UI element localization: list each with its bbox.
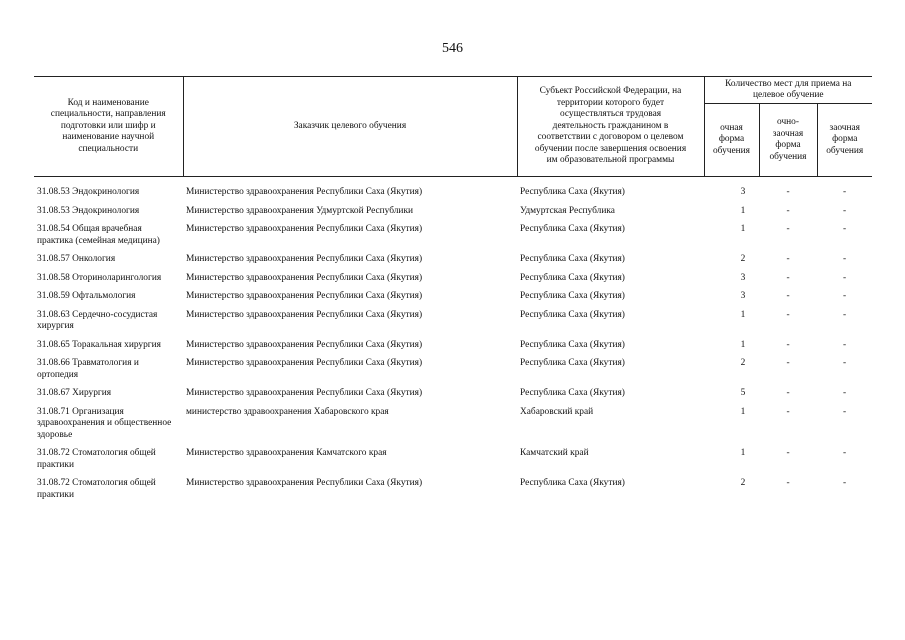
cell-part-time: -: [786, 358, 790, 368]
cell-subject: Республика Саха (Якутия): [520, 358, 625, 368]
cell-specialty: 31.08.71 Организация здравоохранения и общественное здоровье: [37, 406, 172, 440]
table-row: [34, 405, 872, 447]
table-row: [34, 271, 872, 290]
cell-correspondence: -: [842, 339, 847, 350]
table-row: [34, 476, 872, 506]
cell-correspondence: -: [842, 272, 847, 283]
cell-correspondence: -: [842, 358, 847, 368]
cell-subject: Удмуртская Республика: [520, 205, 615, 216]
cell-subject: Республика Саха (Якутия): [520, 224, 625, 234]
cell-subject: Республика Саха (Якутия): [520, 254, 625, 264]
cell-correspondence: -: [842, 406, 847, 417]
cell-correspondence: -: [842, 478, 847, 488]
cell-specialty: 31.08.65 Торакальная хирургия: [37, 339, 161, 350]
cell-subject: Хабаровский край: [520, 406, 594, 417]
cell-specialty: 31.08.58 Оториноларингология: [37, 272, 162, 283]
cell-part-time: -: [786, 224, 790, 234]
cell-full-time: 2: [740, 254, 746, 264]
cell-full-time: 1: [740, 224, 746, 234]
table-row: [34, 185, 872, 204]
header-subject: Субъект Российской Федерации, на территории которого будет осуществляться трудовая деятельность гражданином в соответствии с договором о целевом обучении после завершения освоения им образовательной программы: [517, 77, 704, 177]
cell-subject: Камчатский край: [520, 448, 589, 458]
table-row: [34, 252, 872, 271]
cell-part-time: -: [786, 187, 790, 197]
header-code-name: Код и наименование специальности, направления подготовки или шифр и наименование научной специальности: [34, 77, 183, 177]
cell-correspondence: -: [842, 205, 847, 216]
cell-specialty: 31.08.66 Травматология и ортопедия: [37, 358, 139, 380]
cell-correspondence: -: [842, 187, 847, 197]
table-row: [34, 204, 872, 223]
cell-customer: министерство здравоохранения Хабаровского края: [186, 406, 389, 417]
cell-part-time: -: [786, 448, 790, 458]
cell-full-time: 1: [740, 309, 746, 320]
cell-specialty: 31.08.53 Эндокринология: [37, 205, 140, 216]
header-customer: Заказчик целевого обучения: [183, 77, 517, 177]
cell-customer: Министерство здравоохранения Республики Саха (Якутия): [186, 187, 423, 197]
cell-subject: Республика Саха (Якутия): [520, 339, 625, 350]
cell-part-time: -: [786, 254, 790, 264]
cell-correspondence: -: [842, 309, 847, 320]
table-row: [34, 356, 872, 386]
cell-customer: Министерство здравоохранения Республики Саха (Якутия): [186, 254, 423, 264]
cell-customer: Министерство здравоохранения Республики Саха (Якутия): [186, 291, 423, 301]
target-training-table: [34, 76, 872, 506]
cell-subject: Республика Саха (Якутия): [520, 478, 625, 488]
cell-full-time: 1: [740, 406, 746, 417]
cell-subject: Республика Саха (Якутия): [520, 291, 625, 301]
table-row: [34, 446, 872, 476]
cell-part-time: -: [786, 272, 790, 283]
table-row: [34, 386, 872, 405]
cell-specialty: 31.08.53 Эндокринология: [37, 187, 140, 197]
cell-part-time: -: [786, 309, 790, 320]
cell-correspondence: -: [842, 448, 847, 458]
cell-full-time: 3: [740, 291, 746, 301]
header-places: Количество мест для приема на целевое обучение: [704, 77, 872, 104]
table-body: [34, 177, 872, 507]
cell-correspondence: -: [842, 291, 847, 301]
header-part-time: очно-заочная форма обучения: [759, 104, 817, 177]
cell-customer: Министерство здравоохранения Республики Саха (Якутия): [186, 388, 423, 398]
cell-subject: Республика Саха (Якутия): [520, 272, 625, 283]
table-row: [34, 308, 872, 338]
cell-full-time: 2: [740, 478, 746, 488]
cell-full-time: 1: [740, 339, 746, 350]
cell-specialty: 31.08.54 Общая врачебная практика (семейная медицина): [37, 224, 160, 246]
cell-specialty: 31.08.72 Стоматология общей практики: [37, 448, 156, 470]
cell-full-time: 1: [740, 448, 746, 458]
page-number: 546: [442, 41, 463, 56]
header-correspondence: заочная форма обучения: [817, 104, 872, 177]
cell-part-time: -: [786, 406, 790, 417]
cell-customer: Министерство здравоохранения Камчатского края: [186, 448, 387, 458]
cell-specialty: 31.08.63 Сердечно-сосудистая хирургия: [37, 309, 158, 331]
cell-correspondence: -: [842, 224, 847, 234]
cell-subject: Республика Саха (Якутия): [520, 309, 625, 320]
cell-part-time: -: [786, 339, 790, 350]
header-full-time: очная форма обучения: [704, 104, 759, 177]
cell-correspondence: -: [842, 254, 847, 264]
cell-customer: Министерство здравоохранения Республики Саха (Якутия): [186, 309, 423, 320]
cell-part-time: -: [786, 388, 790, 398]
cell-customer: Министерство здравоохранения Республики Саха (Якутия): [186, 339, 423, 350]
table-row: [34, 338, 872, 357]
cell-full-time: 3: [740, 272, 746, 283]
cell-full-time: 5: [740, 388, 746, 398]
table-row: [34, 289, 872, 308]
cell-full-time: 2: [740, 358, 746, 368]
cell-full-time: 1: [740, 205, 746, 216]
cell-customer: Министерство здравоохранения Республики Саха (Якутия): [186, 358, 423, 368]
cell-part-time: -: [786, 291, 790, 301]
cell-subject: Республика Саха (Якутия): [520, 388, 625, 398]
cell-specialty: 31.08.59 Офтальмология: [37, 291, 136, 301]
cell-part-time: -: [786, 478, 790, 488]
cell-customer: Министерство здравоохранения Республики Саха (Якутия): [186, 224, 423, 234]
cell-specialty: 31.08.57 Онкология: [37, 254, 116, 264]
cell-part-time: -: [786, 205, 790, 216]
cell-subject: Республика Саха (Якутия): [520, 187, 625, 197]
cell-correspondence: -: [842, 388, 847, 398]
cell-specialty: 31.08.67 Хирургия: [37, 388, 112, 398]
table-row: [34, 222, 872, 252]
cell-customer: Министерство здравоохранения Республики Саха (Якутия): [186, 478, 423, 488]
cell-customer: Министерство здравоохранения Республики Саха (Якутия): [186, 272, 423, 283]
cell-customer: Министерство здравоохранения Удмуртской Республики: [186, 205, 414, 216]
cell-full-time: 3: [740, 187, 746, 197]
cell-specialty: 31.08.72 Стоматология общей практики: [37, 478, 156, 500]
